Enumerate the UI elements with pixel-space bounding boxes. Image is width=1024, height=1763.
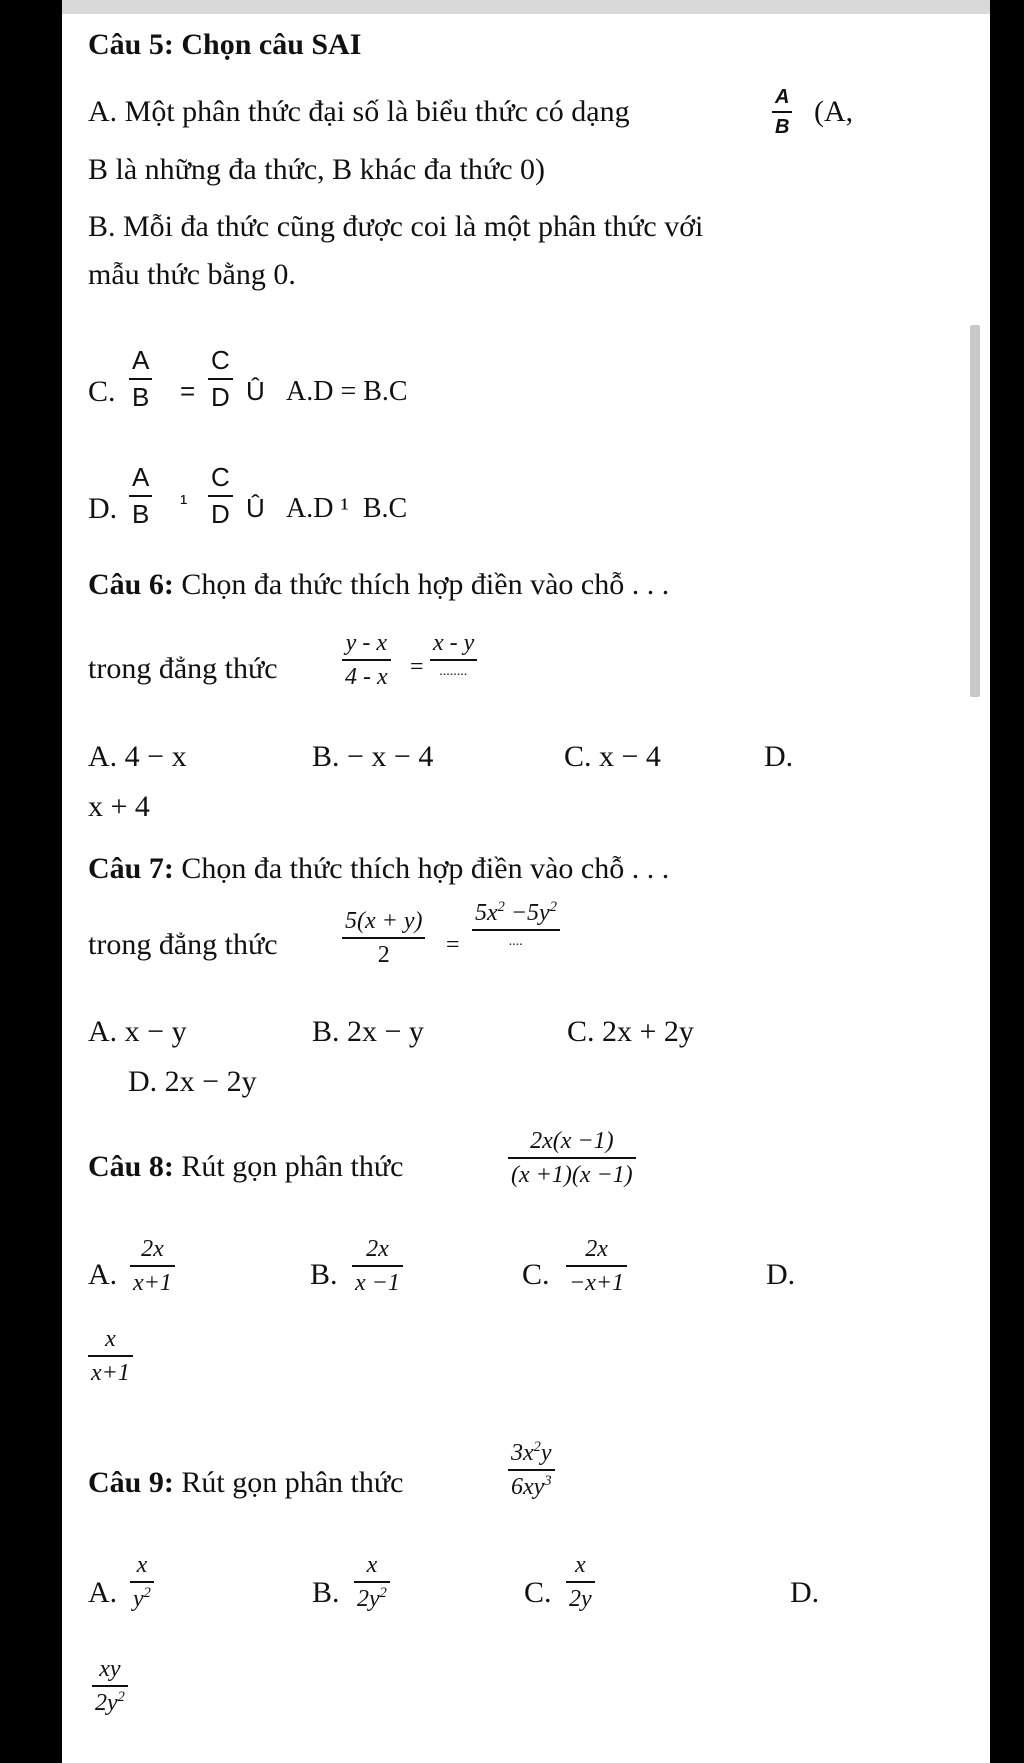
q5-b-line2: mẫu thức bằng 0.: [88, 258, 296, 291]
fraction-bar: [354, 1581, 390, 1583]
q7-option-c: C. 2x + 2y: [567, 1015, 694, 1048]
q9-title: [88, 1466, 403, 1500]
q7-fraction-1: [342, 908, 425, 969]
den-part: 2y: [95, 1690, 118, 1717]
fraction-bar: [129, 495, 152, 497]
frac-den: [130, 1586, 154, 1612]
q6-option-d-value: x + 4: [88, 790, 150, 823]
num-part: −5y: [504, 900, 550, 926]
frac-den: B: [132, 381, 150, 412]
fraction-bar: [342, 937, 425, 939]
q8-option-b-fraction: [352, 1236, 403, 1297]
frac-den: D: [211, 498, 230, 529]
q9-option-b-label: B.: [312, 1576, 340, 1609]
q5-c-fraction-2: [208, 346, 233, 411]
frac-den: B: [132, 498, 150, 529]
q9-label: Câu 9:: [88, 1466, 174, 1499]
num-part: y: [540, 1440, 552, 1466]
frac-den: x −1: [355, 1270, 400, 1297]
frac-num: xy: [99, 1656, 121, 1682]
exponent: 2: [497, 899, 505, 915]
q9-option-d-fraction: [92, 1656, 128, 1717]
frac-num: y - x: [345, 630, 387, 656]
den-part: 2y: [357, 1586, 380, 1613]
fraction-bar: [130, 1581, 154, 1583]
fraction-bar: [566, 1581, 595, 1583]
q5-d-symbol: Û: [246, 493, 265, 523]
den-part: 6xy: [511, 1474, 545, 1501]
q7-option-a: A. x − y: [88, 1015, 187, 1048]
fraction-bar: [352, 1265, 403, 1267]
frac-den: ....: [508, 934, 523, 950]
frac-num: 2x(x −1): [530, 1128, 614, 1154]
scrollbar-thumb[interactable]: [970, 325, 980, 697]
q5-option-d-label: D.: [88, 492, 118, 525]
q8-title: [88, 1150, 403, 1184]
q9-option-d-label: D.: [790, 1576, 820, 1609]
top-edge-bar: [62, 0, 990, 14]
q7-title: [88, 852, 669, 886]
q5-a-frac-num: A: [775, 86, 790, 108]
q7-option-b: B. 2x − y: [312, 1015, 424, 1048]
frac-num: A: [132, 345, 150, 375]
fraction-bar: [92, 1685, 128, 1687]
q5-c-rest: A.D = B.C: [286, 376, 408, 407]
fraction-bar: [342, 659, 391, 661]
fraction-bar: [772, 111, 792, 113]
fraction-bar: [208, 378, 233, 380]
exponent: 2: [143, 1585, 151, 1602]
q5-c-operator: =: [180, 376, 196, 406]
q7-equals: =: [446, 932, 460, 958]
fraction-bar: [508, 1469, 555, 1471]
q7-prompt: Chọn đa thức thích hợp điền vào chỗ . . .: [181, 852, 670, 885]
q8-option-b-label: B.: [310, 1258, 338, 1291]
q9-option-c-label: C.: [524, 1576, 552, 1609]
frac-num: 2x: [585, 1236, 608, 1262]
frac-num: 2x: [141, 1236, 164, 1262]
frac-den: (x +1)(x −1): [511, 1162, 633, 1189]
q7-line2: trong đẳng thức: [88, 928, 278, 961]
frac-num: C: [211, 462, 230, 492]
q9-fraction: [508, 1440, 555, 1501]
q5-a-frac-den: B: [775, 116, 790, 138]
q8-label: Câu 8:: [88, 1150, 174, 1183]
q8-option-c-label: C.: [522, 1258, 550, 1291]
frac-den: 2y: [569, 1586, 592, 1613]
q6-title: [88, 568, 669, 602]
frac-num: 5(x + y): [345, 908, 423, 934]
document-page: [62, 0, 990, 1763]
q7-label: Câu 7:: [88, 852, 174, 885]
q9-option-b-fraction: [354, 1552, 390, 1613]
frac-num: x - y: [433, 630, 475, 656]
q6-prompt: Chọn đa thức thích hợp điền vào chỗ . . .: [181, 568, 670, 601]
exponent: 3: [544, 1473, 552, 1490]
frac-den: [354, 1586, 390, 1612]
q9-prompt: Rút gọn phân thức: [181, 1466, 404, 1499]
q5-option-c-label: C.: [88, 375, 116, 408]
q5-option-a: A. Một phân thức đại số là biểu thức có dạng: [88, 95, 630, 128]
q5-d-operator: ¹: [180, 490, 188, 515]
q7-fraction-2: [472, 900, 560, 950]
exponent: 2: [549, 899, 557, 915]
q5-a-tail: (A,: [814, 95, 854, 128]
q5-c-fraction-1: [129, 346, 152, 411]
frac-den: x+1: [91, 1360, 130, 1387]
q5-d-fraction-2: [208, 463, 233, 528]
q6-fraction-2: [430, 630, 477, 680]
q9-option-c-fraction: [566, 1552, 595, 1613]
fraction-bar: [508, 1157, 636, 1159]
fraction-bar: [129, 378, 152, 380]
q5-d-fraction-1: [129, 463, 152, 528]
q6-label: Câu 6:: [88, 568, 174, 601]
q8-option-a-fraction: [130, 1236, 175, 1297]
q6-equals: =: [410, 654, 424, 680]
q8-option-d-fraction: [88, 1326, 133, 1387]
frac-num: x: [575, 1552, 586, 1578]
num-part: 3x: [511, 1440, 534, 1466]
q9-option-a-label: A.: [88, 1576, 118, 1609]
frac-num: x: [105, 1326, 116, 1352]
frac-num: x: [366, 1552, 378, 1578]
frac-den: D: [211, 381, 230, 412]
fraction-bar: [430, 659, 477, 661]
q5-title: Câu 5: Chọn câu SAI: [88, 28, 362, 61]
q5-a-fraction: [772, 86, 792, 138]
q7-option-d: D. 2x − 2y: [128, 1065, 257, 1098]
frac-den: −x+1: [569, 1270, 625, 1297]
fraction-bar: [208, 495, 233, 497]
fraction-bar: [88, 1355, 133, 1357]
q8-option-d-label: D.: [766, 1258, 796, 1291]
fraction-bar: [472, 929, 560, 931]
frac-num: A: [132, 462, 150, 492]
q5-c-symbol: Û: [246, 376, 265, 406]
q6-line2: trong đẳng thức: [88, 652, 278, 685]
frac-num: x: [136, 1552, 148, 1578]
fraction-bar: [130, 1265, 175, 1267]
frac-num: 2x: [366, 1236, 389, 1262]
exponent: 2: [379, 1585, 387, 1602]
num-part: 5x: [475, 900, 498, 926]
frac-den: [92, 1690, 128, 1716]
frac-den: ........: [439, 664, 468, 680]
q8-fraction: [508, 1128, 636, 1189]
q6-option-d: D.: [764, 740, 794, 773]
frac-den: 4 - x: [345, 664, 388, 691]
q6-option-a: A. 4 − x: [88, 740, 187, 773]
q5-a-line2: B là những đa thức, B khác đa thức 0): [88, 153, 546, 186]
q6-fraction-1: [342, 630, 391, 691]
q9-option-a-fraction: [130, 1552, 154, 1613]
fraction-bar: [566, 1265, 627, 1267]
q8-option-a-label: A.: [88, 1258, 118, 1291]
q5-d-rest: A.D ¹ B.C: [286, 493, 408, 524]
q6-option-b: B. − x − 4: [312, 740, 434, 773]
den-part: y: [133, 1586, 144, 1613]
frac-num: [472, 900, 560, 926]
frac-num: [508, 1440, 555, 1466]
q5-option-b: B. Mỗi đa thức cũng được coi là một phân thức với: [88, 210, 704, 243]
exponent: 2: [533, 1439, 541, 1455]
q8-option-c-fraction: [566, 1236, 627, 1297]
frac-den: [508, 1474, 555, 1500]
q6-option-c: C. x − 4: [564, 740, 661, 773]
frac-den: 2: [377, 942, 390, 969]
frac-den: x+1: [133, 1270, 172, 1297]
exponent: 2: [117, 1689, 125, 1706]
q8-prompt: Rút gọn phân thức: [181, 1150, 404, 1183]
frac-num: C: [211, 345, 230, 375]
